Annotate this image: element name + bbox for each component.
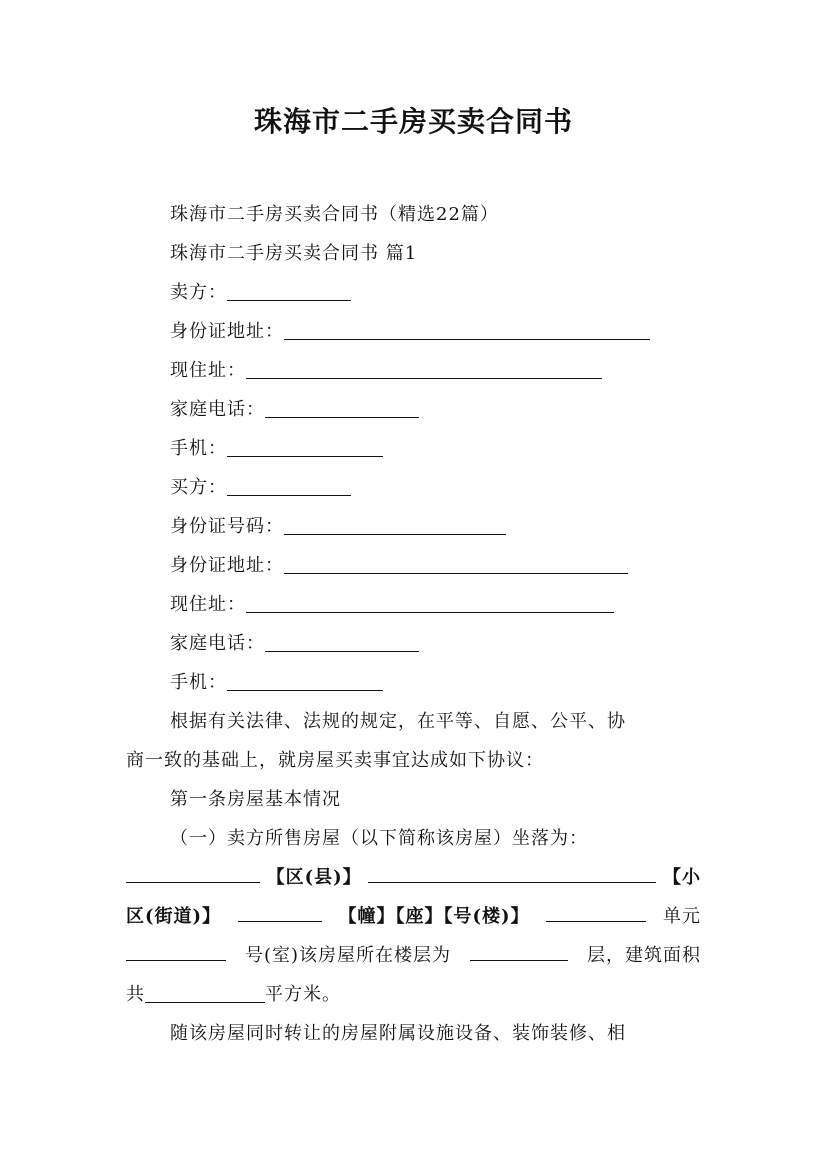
unit-label: 单元: [662, 906, 701, 927]
buyer-id-address-blank: [284, 555, 628, 574]
buyer-current-address-line: [170, 590, 614, 616]
seller-mobile-blank: [227, 438, 383, 457]
seller-line: [170, 278, 351, 304]
clause1-line3: [126, 902, 701, 928]
seller-home-phone-line: [170, 395, 419, 421]
district-label: 【区(县)】: [266, 867, 362, 888]
buyer-line: [170, 473, 351, 499]
buyer-id-number-label: 身份证号码：: [170, 516, 284, 537]
intro-paragraph-line1: 根据有关法律、法规的规定，在平等、自愿、公平、协: [170, 711, 626, 732]
district-blank: [368, 864, 656, 883]
document-subtitle: 珠海市二手房买卖合同书（精选22篇）: [170, 204, 499, 225]
floor-blank: [470, 942, 568, 961]
section-heading: 珠海市二手房买卖合同书 篇1: [170, 243, 418, 264]
buyer-current-address-blank: [246, 594, 614, 613]
buyer-current-address-label: 现住址：: [170, 594, 246, 615]
buyer-home-phone-label: 家庭电话：: [170, 633, 265, 654]
seller-mobile-line: [170, 434, 383, 460]
seller-current-address-line: [170, 356, 602, 382]
buyer-id-address-label: 身份证地址：: [170, 555, 284, 576]
room-label: 号(室)该房屋所在楼层为: [244, 945, 452, 966]
seller-home-phone-blank: [265, 399, 419, 418]
sub-district-blank: [238, 903, 322, 922]
unit-blank: [126, 942, 226, 961]
buyer-mobile-label: 手机：: [170, 672, 227, 693]
seller-current-address-label: 现住址：: [170, 360, 246, 381]
clause1-lead: （一）卖方所售房屋（以下简称该房屋）坐落为：: [170, 828, 588, 849]
buyer-id-number-line: [170, 512, 506, 538]
building-label: 【幢】【座】【号(楼)】: [338, 906, 530, 927]
seller-id-address-line: [170, 317, 650, 343]
sub-district-label-a: 【小: [662, 867, 701, 888]
street-blank: [126, 864, 260, 883]
seller-label: 卖方：: [170, 282, 227, 303]
clause1-line4: [126, 941, 701, 967]
clause2-line1: 随该房屋同时转让的房屋附属设施设备、装饰装修、相: [170, 1023, 626, 1044]
total-prefix: 共: [126, 984, 145, 1005]
area-blank: [145, 984, 265, 1003]
seller-home-phone-label: 家庭电话：: [170, 399, 265, 420]
buyer-mobile-line: [170, 668, 383, 694]
buyer-home-phone-line: [170, 629, 419, 655]
floor-label: 层，建筑面积: [587, 945, 701, 966]
sqm-label: 平方米。: [265, 984, 341, 1005]
clause1-line5: [126, 980, 701, 1006]
buyer-label: 买方：: [170, 477, 227, 498]
seller-name-blank: [227, 282, 351, 301]
buyer-home-phone-blank: [265, 633, 419, 652]
clause1-line2: [126, 863, 701, 889]
buyer-mobile-blank: [227, 672, 383, 691]
building-blank: [546, 903, 646, 922]
seller-id-address-blank: [284, 321, 650, 340]
document-title: 珠海市二手房买卖合同书: [253, 105, 573, 138]
buyer-id-address-line: [170, 551, 628, 577]
article1-heading: 第一条房屋基本情况: [170, 789, 341, 810]
intro-paragraph-line2: 商一致的基础上，就房屋买卖事宜达成如下协议：: [126, 750, 544, 771]
sub-district-label-b: 区(街道)】: [126, 906, 222, 927]
buyer-name-blank: [227, 477, 351, 496]
buyer-id-number-blank: [284, 516, 506, 535]
seller-mobile-label: 手机：: [170, 438, 227, 459]
seller-current-address-blank: [246, 360, 602, 379]
seller-id-address-label: 身份证地址：: [170, 321, 284, 342]
